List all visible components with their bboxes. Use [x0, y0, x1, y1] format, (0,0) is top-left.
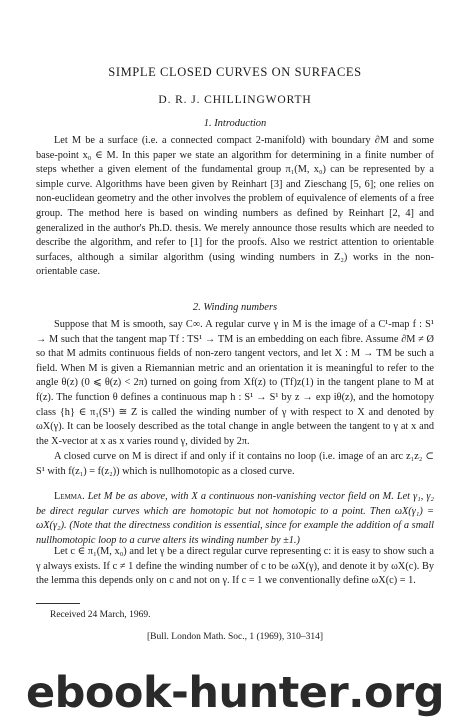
- definition-paragraph: Let c ∈ π₁(M, x₀) and let γ be a direct regular curve representing c: it is easy to show such a γ always exists. If c ≠ 1 define the winding number of c to be ωX(γ), and denote it by ωX(c). By the lemma this depends only on c and not on γ. If c = 1 we conventionally define ωX(c) = 1.: [36, 546, 434, 587]
- watermark-text-right: org: [364, 668, 445, 718]
- lemma-label: Lemma.: [54, 491, 85, 502]
- watermark: [0, 664, 470, 722]
- winding-numbers-paragraph: Suppose that M is smooth, say C∞. A regular curve γ in M is the image of a C¹-map f : S¹ → M such that the tangent map Tf : TS¹ → TM is an embedding on each fibre. Assume ∂M ≠ Ø so that M admits continuous fields of non-zero tangent vectors, and let X : M → TM be such a field. When M is given a Riemannian metric and an orientation it is meaningful to refer to the angle θ(z) (0 ⩽ θ(z) < 2π) turned on going from Xf(z) to (Tf)z(1) in the tangent plane to M at f(z). The function θ defines a continuous map h : S¹ → S¹ by z → exp iθ(z), and the homotopy class {h} ∈ π₁(S¹) ≅ Z is called the winding number of γ with respect to X and denoted by ωX(γ). It can be loosely described as the total change in angle between the tangent to γ at x and the X-vector at x as x varies round γ, divided by 2π.: [36, 319, 434, 447]
- watermark-text-left: ebook-hunter: [25, 668, 349, 718]
- journal-reference: [Bull. London Math. Soc., 1 (1969), 310–314]: [146, 632, 323, 642]
- lemma-text: Let M be as above, with X a continuous non-vanishing vector field on M. Let γ₁, γ₂ be direct regular curves which are homotopic but not homotopic to a point. Then ωX(γ₁) = ωX(γ₂). (Note that the directness condition is essential, since for example the addition of a small nullhomotopic loop to a curve alters its winding number by ±1.): [36, 491, 434, 546]
- paper-author: D. R. J. CHILLINGWORTH: [158, 94, 312, 106]
- lemma-paragraph: [36, 490, 434, 548]
- section-2-heading-text: 2. Winding numbers: [192, 302, 278, 313]
- received-date: Received 24 March, 1969.: [50, 610, 151, 620]
- watermark-dot: .: [348, 668, 365, 718]
- section-2-heading: [0, 302, 470, 313]
- footnote-rule: [36, 603, 80, 604]
- intro-paragraph: Let M be a surface (i.e. a connected compact 2-manifold) with boundary ∂M and some base-point x₀ ∈ M. In this paper we state an algorithm for determining in a finite number of steps whether a given element of the fundamental group π₁(M, x₀) can be represented by a simple curve. Algorithms have been given by Reinhart [3] and Zieschang [5, 6]; one relies on non-euclidean geometry and the other involves the problem of equivalence of elements of a free group. The method here is based on winding numbers as defined by Reinhart [2, 4] and generalized in the author's Ph.D. thesis. We merely announce those results which are needed to describe the algorithm, and refer to [1] for the proofs. Also we restrict attention to orientable surfaces, although a similar algorithm (using winding numbers in Z₂) works in the non-orientable case.: [36, 135, 434, 278]
- section-1-heading: [0, 118, 470, 129]
- section-1-heading-text: 1. Introduction: [203, 118, 267, 129]
- paper-title: SIMPLE CLOSED CURVES ON SURFACES: [108, 65, 362, 79]
- direct-curve-paragraph: A closed curve on M is direct if and only if it contains no loop (i.e. image of an arc z₁z₂ ⊂ S¹ with f(z₁) = f(z₂)) which is nullhomotopic as a closed curve.: [36, 451, 434, 477]
